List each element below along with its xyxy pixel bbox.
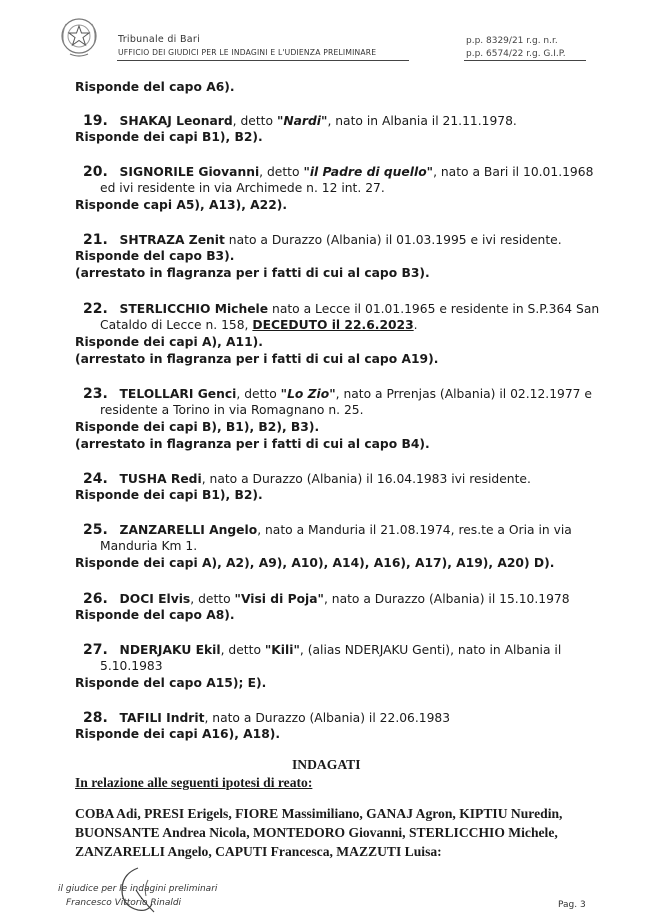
defendant-name: STERLICCHIO Michele [119, 302, 269, 316]
entry-continuation: ed ivi residente in via Archimede n. 12 int. 27. [100, 181, 385, 195]
defendant-name: TUSHA Redi [119, 472, 202, 486]
entry-text: . [413, 318, 418, 332]
defendant-name: SIGNORILE Giovanni [119, 165, 260, 179]
entry-text: , nato a Durazzo (Albania) il 15.10.1978 [323, 592, 570, 606]
judge-name: Francesco Vittorio Rinaldi [66, 898, 182, 908]
entry-text: , (alias NDERJAKU Genti), nato in Albania il [299, 643, 562, 657]
entry-text: , detto [220, 643, 265, 657]
case-number-rgnr: p.p. 8329/21 r.g. n.r. [466, 36, 558, 46]
section-subheading: In relazione alle seguenti ipotesi di reato: [75, 775, 313, 790]
entry-text: , nato a Bari il 10.01.1968 [433, 165, 594, 179]
defendant-alias: "il Padre di quello" [303, 165, 434, 179]
charge-line: Risponde del capo B3). [75, 249, 235, 263]
entry-continuation [100, 318, 418, 332]
deceased-note: DECEDUTO il 22.6.2023 [252, 318, 414, 332]
office-underline [117, 60, 409, 61]
arrest-line: (arrestato in flagranza per i fatti di cui al capo A19). [75, 352, 439, 366]
entry-text: nato a Lecce il 01.01.1965 e residente in S.P.364 San [268, 302, 600, 316]
emblem-icon [58, 14, 100, 60]
defendant-name: ZANZARELLI Angelo [119, 523, 258, 537]
defendant-alias: "Visi di Poja" [234, 592, 324, 606]
entry-continuation: 5.10.1983 [100, 659, 163, 673]
entry-text: , nato a Manduria il 21.08.1974, res.te a Oria in via [257, 523, 572, 537]
entry-19 [83, 113, 517, 129]
section-heading: INDAGATI [292, 757, 361, 772]
defendant-name: TAFILI Indrit [119, 711, 205, 725]
entry-22 [83, 301, 599, 317]
entry-number: 20. [83, 164, 108, 180]
entry-20 [83, 164, 593, 180]
entry-text: nato a Durazzo (Albania) il 01.03.1995 e ivi residente. [224, 233, 562, 247]
entry-number: 22. [83, 301, 108, 317]
defendant-alias: "Kili" [264, 643, 300, 657]
charge-line: Risponde dei capi B1), B2). [75, 488, 263, 502]
defendant-name: SHTRAZA Zenit [119, 233, 225, 247]
charge-line: Risponde dei capi A), A11). [75, 335, 263, 349]
entry-26 [83, 591, 570, 607]
page-header [0, 0, 645, 70]
case-number-underline [464, 60, 586, 61]
entry-number: 24. [83, 471, 108, 487]
entry-number: 26. [83, 591, 108, 607]
defendant-name: SHAKAJ Leonard [119, 114, 233, 128]
entry-text: , detto [232, 114, 277, 128]
office-name: UFFICIO DEI GIUDICI PER LE INDAGINI E L'UDIENZA PRELIMINARE [118, 48, 377, 57]
defendant-name: TELOLLARI Genci [119, 387, 237, 401]
entry-number: 19. [83, 113, 108, 129]
entry-text: , detto [190, 592, 235, 606]
entry-25 [83, 522, 572, 538]
charge-line: Risponde del capo A6). [75, 80, 235, 94]
entry-text: , nato in Albania il 21.11.1978. [327, 114, 517, 128]
case-number-gip: p.p. 6574/22 r.g. G.I.P. [466, 49, 566, 59]
names-line: COBA Adi, PRESI Erigels, FIORE Massimiliano, GANAJ Agron, KIPTIU Nuredin, [75, 806, 563, 821]
entry-text: , nato a Durazzo (Albania) il 22.06.1983 [204, 711, 451, 725]
entry-number: 28. [83, 710, 108, 726]
entry-number: 21. [83, 232, 108, 248]
arrest-line: (arrestato in flagranza per i fatti di cui al capo B4). [75, 437, 430, 451]
entry-28 [83, 710, 450, 726]
charge-line: Risponde dei capi B1), B2). [75, 130, 263, 144]
entry-number: 25. [83, 522, 108, 538]
charge-line: Risponde del capo A15); E). [75, 676, 267, 690]
entry-number: 27. [83, 642, 108, 658]
names-line: BUONSANTE Andrea Nicola, MONTEDORO Giovanni, STERLICCHIO Michele, [75, 825, 558, 840]
page-number: Pag. 3 [558, 900, 586, 910]
defendant-alias: "Lo Zio" [280, 387, 336, 401]
entry-text: Cataldo di Lecce n. 158, [100, 318, 253, 332]
entry-continuation: Manduria Km 1. [100, 539, 198, 553]
entry-21 [83, 232, 562, 248]
defendant-alias: "Nardi" [276, 114, 328, 128]
judge-title: il giudice per le indagini preliminari [58, 884, 218, 894]
entry-continuation: residente a Torino in via Romagnano n. 25. [100, 403, 364, 417]
entry-23 [83, 386, 592, 402]
entry-text: , nato a Durazzo (Albania) il 16.04.1983 ivi residente. [201, 472, 531, 486]
charge-line: Risponde dei capi A), A2), A9), A10), A14), A16), A17), A19), A20) D). [75, 556, 555, 570]
entry-text: , nato a Prrenjas (Albania) il 02.12.1977 e [335, 387, 592, 401]
arrest-line: (arrestato in flagranza per i fatti di cui al capo B3). [75, 266, 430, 280]
court-name: Tribunale di Bari [118, 34, 201, 45]
entry-24 [83, 471, 531, 487]
entry-text: , detto [259, 165, 304, 179]
defendant-name: DOCI Elvis [119, 592, 191, 606]
charge-line: Risponde del capo A8). [75, 608, 235, 622]
entry-27 [83, 642, 561, 658]
charge-line: Risponde dei capi B), B1), B2), B3). [75, 420, 320, 434]
charge-line: Risponde capi A5), A13), A22). [75, 198, 288, 212]
entry-text: , detto [236, 387, 281, 401]
defendant-name: NDERJAKU Ekil [119, 643, 221, 657]
names-line: ZANZARELLI Angelo, CAPUTI Francesca, MAZZUTI Luisa: [75, 844, 442, 859]
entry-number: 23. [83, 386, 108, 402]
charge-line: Risponde dei capi A16), A18). [75, 727, 281, 741]
